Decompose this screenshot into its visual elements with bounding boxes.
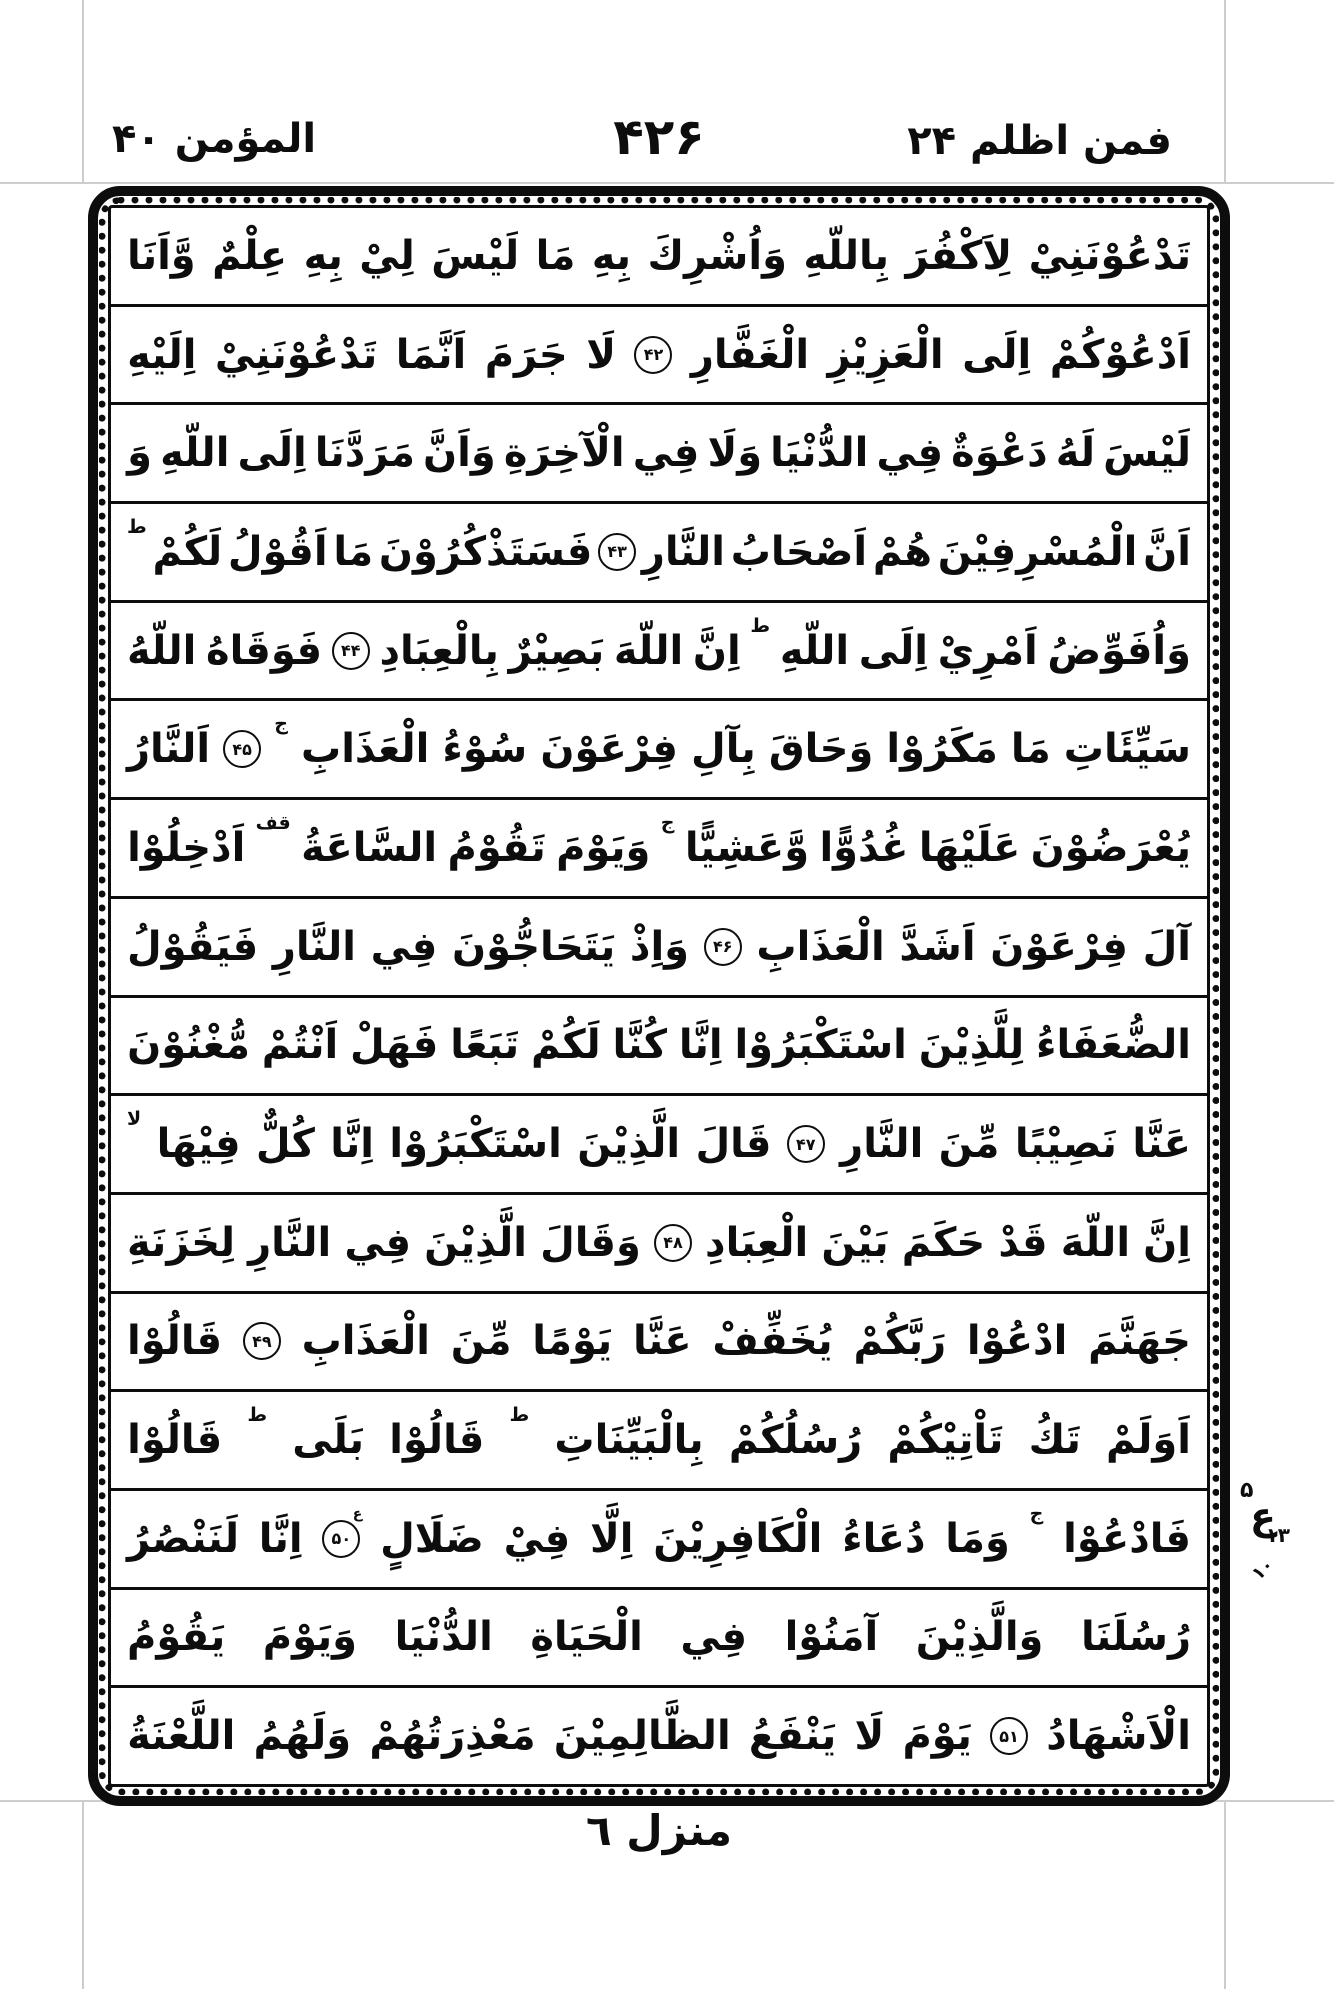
- ayah-word: اَلنَّارُ: [127, 726, 211, 773]
- ayah-word: سَيِّئَاتِ: [1063, 726, 1191, 773]
- verse-marker-۴۲: ۴۲: [634, 336, 672, 374]
- ayah-word: اِنَّا: [678, 1022, 723, 1069]
- ayah-word: مَعْذِرَتُهُمْ: [369, 1713, 536, 1760]
- waqf-mark: قف: [255, 812, 291, 835]
- ayah-word: تَدْعُوْنَنِيْ: [1028, 232, 1191, 279]
- ayah-word: بِالْبَيِّنَاتِ: [554, 1417, 704, 1464]
- ayah-word: اسْتَكْبَرُوْا: [734, 1022, 907, 1069]
- ayah-word: الظَّالِمِيْنَ: [553, 1713, 731, 1760]
- ayah-word: اللّهَ: [613, 627, 684, 674]
- ayah-word: جَهَنَّمَ: [1088, 1318, 1191, 1365]
- ayah-word: مَرَدَّنَا: [314, 430, 415, 477]
- waqf-mark: ط: [127, 516, 147, 539]
- ayah-word: دَعْوَةٌ: [951, 430, 1048, 477]
- ayah-word: الدُّنْيَا: [770, 430, 869, 477]
- ayah-word: عَنَّا: [1132, 1121, 1191, 1168]
- ayah-word: تَبَعًا: [450, 1022, 520, 1069]
- ayah-word: الضُّعَفَاءُ: [1036, 1022, 1191, 1069]
- ayah-word: يَوْمَ: [902, 1713, 972, 1760]
- juz-title: فمن اظلم ۲۴: [907, 118, 1172, 164]
- ayah-word: مِّنَ: [450, 1318, 512, 1365]
- ayah-word: آمَنُوْا: [784, 1614, 879, 1661]
- ayah-word: دُعَاءُ: [842, 1515, 926, 1562]
- waqf-mark: ط: [750, 614, 771, 637]
- ayah-word: كُنَّا: [612, 1022, 668, 1069]
- ruku-number: ۵: [1240, 1478, 1254, 1503]
- page-number: ۴۲۶: [613, 108, 705, 166]
- ayah-word: الْعَذَابِ: [301, 726, 430, 773]
- ayah-line-3: [111, 402, 1207, 501]
- ayah-word: وَيَوْمَ: [556, 824, 651, 871]
- ayah-word: بِالْعِبَادِ: [379, 627, 499, 674]
- ayah-line-8: [111, 896, 1207, 995]
- ruku-below-number: ۱۰: [1247, 1554, 1279, 1585]
- ayah-word: تَدْعُوْنَنِيْ: [214, 331, 378, 378]
- ayah-word: اسْتَكْبَرُوْا: [389, 1121, 562, 1168]
- ayah-word: اللَّعْنَةُ: [127, 1713, 236, 1760]
- ayah-word: آلَ: [1142, 923, 1191, 970]
- ayah-line-13: [111, 1389, 1207, 1488]
- ayah-word: عَلَيْهَا: [918, 824, 1021, 871]
- ayah-word: قَالُوْا: [389, 1417, 485, 1464]
- ayah-word: اَوَلَمْ: [1106, 1417, 1191, 1464]
- ayah-word: سُوْءُ: [442, 726, 528, 773]
- ayah-word: اِلَى: [858, 627, 928, 674]
- ayah-word: مَا: [1010, 726, 1051, 773]
- verse-marker-۴۳: ۴۳: [598, 533, 636, 571]
- ayah-line-16: [111, 1685, 1207, 1784]
- margin-line-top-left: [82, 0, 84, 182]
- ayah-word: وَحَاقَ: [768, 726, 874, 773]
- ayah-word: الْاَشْهَادُ: [1046, 1713, 1191, 1760]
- verse-marker-۴۴: ۴۴: [332, 632, 370, 670]
- ayah-word: وَاُشْرِكَ: [647, 232, 787, 279]
- ayah-word: اِلَى: [962, 331, 1032, 378]
- ayah-word: فِيْهَا: [156, 1121, 241, 1168]
- verse-marker-۴۶: ۴۶: [704, 928, 742, 966]
- ayah-word: الْعِبَادِ: [705, 1219, 809, 1266]
- ayah-word: اَقُوْلُ: [227, 528, 328, 575]
- ayah-word: مِّنَ: [938, 1121, 1000, 1168]
- ayah-word: بَصِيْرٌ: [508, 627, 605, 674]
- ayah-word: فِي: [344, 1219, 412, 1266]
- ayah-word: بِاللّهِ: [803, 232, 890, 279]
- ayah-word: الدُّنْيَا: [394, 1614, 493, 1661]
- manzil-footer: منزل ٦: [586, 1806, 732, 1855]
- ayah-word: لَا: [854, 1713, 885, 1760]
- ayah-word: اِنَّ: [1143, 1219, 1191, 1266]
- ayah-word: قَالُوْا: [127, 1318, 223, 1365]
- ayah-word: ضَلَالٍ: [380, 1515, 484, 1562]
- ayah-word: فَهَلْ: [350, 1022, 439, 1069]
- ayah-word: لَيْسَ: [431, 232, 520, 279]
- ayah-word: مَا: [333, 528, 374, 575]
- ayah-line-1: [111, 208, 1207, 304]
- waqf-mark: لا: [127, 1108, 142, 1131]
- ayah-line-7: [111, 797, 1207, 896]
- ayah-word: فِي: [680, 1614, 748, 1661]
- ayah-word: اَشَدَّ: [899, 923, 976, 970]
- ayah-word: الْمُسْرِفِيْنَ: [937, 528, 1138, 575]
- ayah-word: عِلْمٌ: [212, 232, 288, 279]
- ayah-word: اِلَى: [237, 430, 307, 477]
- ain-icon: ع: [1250, 1494, 1276, 1538]
- ayah-word: الْعَذَابِ: [301, 1318, 430, 1365]
- ayah-word: الْعَذَابِ: [756, 923, 885, 970]
- ayah-word: مُّغْنُوْنَ: [127, 1022, 250, 1069]
- ayah-word: وَالَّذِيْنَ: [915, 1614, 1044, 1661]
- ayah-word: بِهِ: [591, 232, 632, 279]
- ayah-word: الْآخِرَةِ: [503, 430, 625, 477]
- ayah-word: ادْعُوْا: [966, 1318, 1068, 1365]
- ayah-line-14: [111, 1488, 1207, 1587]
- ayah-line-4: [111, 501, 1207, 600]
- header-rule-line: [0, 182, 1334, 184]
- ayah-word: يَوْمًا: [532, 1318, 613, 1365]
- ayah-word: اَدْعُوْكُمْ: [1049, 331, 1191, 378]
- ayah-word: يُخَفِّفْ: [712, 1318, 833, 1365]
- ayah-word: وَلَهُمُ: [253, 1713, 352, 1760]
- verse-marker-۵۱: ۵۱: [990, 1717, 1028, 1755]
- ayah-word: رُسُلُكُمْ: [728, 1417, 863, 1464]
- ayah-word: اَنَّ: [1143, 528, 1191, 575]
- ayah-word: وَيَوْمَ: [262, 1614, 358, 1661]
- ayah-word: وَقَالَ: [540, 1219, 641, 1266]
- ayah-word: اَصْحَابُ: [730, 528, 868, 575]
- ayah-word: وَّعَشِيًّا: [684, 824, 810, 871]
- ayah-word: وَاَنَّ: [423, 430, 496, 477]
- ayah-word: فِي: [370, 923, 438, 970]
- ayah-word: نَصِيْبًا: [1014, 1121, 1117, 1168]
- ayah-word: اَمْرِيْ: [937, 627, 1038, 674]
- ayah-word: يُعْرَضُوْنَ: [1030, 824, 1191, 871]
- ayah-word: تَكُ: [1028, 1417, 1081, 1464]
- quran-frame: [88, 186, 1230, 1806]
- ayah-word: اللّهَ: [1060, 1219, 1131, 1266]
- ayah-word: يَنْفَعُ: [748, 1713, 837, 1760]
- ayah-word: اللّهُ: [127, 627, 197, 674]
- ayah-word: غُدُوًّا: [819, 824, 909, 871]
- ayah-word: لَا: [586, 331, 616, 378]
- ayah-word: بِآلِ: [691, 726, 756, 773]
- ayah-word: مَكَرُوْا: [886, 726, 998, 773]
- ayah-line-12: [111, 1291, 1207, 1390]
- ayah-word: بِهِ: [303, 232, 343, 279]
- ayah-word: اللّهِ: [160, 430, 230, 477]
- ayah-word: النَّارِ: [641, 528, 725, 575]
- ayah-word: يَقُوْمُ: [127, 1614, 226, 1661]
- ayah-word: يَتَحَاجُّوْنَ: [451, 923, 616, 970]
- ayah-word: وَ: [127, 430, 153, 477]
- waqf-mark: ج: [274, 713, 288, 736]
- verse-marker-۴۷: ۴۷: [787, 1125, 825, 1163]
- ayah-word: السَّاعَةُ: [301, 824, 438, 871]
- ayah-word: لَكُمْ: [152, 528, 223, 575]
- ayah-word: وَّاَنَا: [127, 232, 196, 279]
- ayah-word: تَقُوْمُ: [447, 824, 546, 871]
- surah-title: المؤمن ۴۰: [112, 116, 317, 162]
- ayah-word: فَوَقَاهُ: [206, 627, 323, 674]
- ayah-word: عَنَّا: [632, 1318, 692, 1365]
- ayah-word: مَا: [535, 232, 576, 279]
- ayah-line-15: [111, 1587, 1207, 1686]
- ayah-word: لَنَنْصُرُ: [127, 1515, 240, 1562]
- ayah-word: حَكَمَ: [901, 1219, 986, 1266]
- ayah-word: لِخَزَنَةِ: [127, 1219, 236, 1266]
- ayah-line-10: [111, 1093, 1207, 1192]
- waqf-mark: ط: [509, 1404, 530, 1427]
- ayah-word: لِاَكْفُرَ: [905, 232, 1013, 279]
- verse-marker-۵۰: ۵۰ ع: [322, 1520, 360, 1558]
- ayah-word: لَكُمْ: [530, 1022, 601, 1069]
- ayah-word: كُلٌّ: [255, 1121, 315, 1168]
- ayah-word: جَرَمَ: [484, 331, 568, 378]
- waqf-mark: ط: [247, 1404, 268, 1427]
- ayah-word: تَاْتِيْكُمْ: [887, 1417, 1004, 1464]
- ayah-word: لَيْسَ: [1103, 430, 1191, 477]
- ayah-line-11: [111, 1192, 1207, 1291]
- ayah-word: الْحَيَاةِ: [530, 1614, 643, 1661]
- verse-marker-۴۵: ۴۵: [223, 730, 261, 768]
- ayah-word: اِنَّا: [330, 1121, 375, 1168]
- ayah-word: اِنَّ: [692, 627, 741, 674]
- ayah-word: فَادْعُوْا: [1063, 1515, 1191, 1562]
- ayah-word: الَّذِيْنَ: [577, 1121, 681, 1168]
- ayah-word: فِيْ: [503, 1515, 571, 1562]
- ayah-word: لَهُ: [1055, 430, 1096, 477]
- verse-marker-۴۹: ۴۹: [243, 1322, 281, 1360]
- ayah-word: النَّارِ: [272, 923, 356, 970]
- ayah-word: فَيَقُوْلُ: [127, 923, 259, 970]
- ayah-word: بَيْنَ: [821, 1219, 889, 1266]
- ayah-line-9: [111, 995, 1207, 1094]
- ayah-word: فِي: [876, 430, 944, 477]
- ayah-word: قَالُوْا: [127, 1417, 223, 1464]
- ayah-line-6: [111, 698, 1207, 797]
- ayah-word: وَاُفَوِّضُ: [1047, 627, 1191, 674]
- ayah-word: اَدْخِلُوْا: [127, 824, 246, 871]
- ayah-word: فِرْعَوْنَ: [540, 726, 678, 773]
- ayah-line-5: [111, 600, 1207, 699]
- ruku-end-icon: ع: [352, 1505, 363, 1522]
- verse-marker-۴۸: ۴۸: [654, 1224, 692, 1262]
- ayah-word: الَّذِيْنَ: [424, 1219, 527, 1266]
- ayah-word: اِلَّا: [590, 1515, 634, 1562]
- ayah-word: الْعَزِيْزِ: [827, 331, 944, 378]
- ayah-word: اِلَيْهِ: [127, 331, 197, 378]
- ayah-word: النَّارِ: [840, 1121, 924, 1168]
- ayah-word: النَّارِ: [248, 1219, 332, 1266]
- ayah-word: رُسُلَنَا: [1080, 1614, 1191, 1661]
- ayah-word: اللّهِ: [779, 627, 850, 674]
- margin-line-bottom-left: [82, 1802, 84, 1989]
- ayah-word: هُمْ: [872, 528, 932, 575]
- ayah-lines-container: [108, 205, 1210, 1787]
- ruku-marker: [1236, 1478, 1290, 1585]
- ayah-word: الْكَافِرِيْنَ: [653, 1515, 823, 1562]
- ayah-word: فِرْعَوْنَ: [990, 923, 1128, 970]
- waqf-mark: ج: [660, 812, 675, 835]
- ayah-line-2: [111, 304, 1207, 403]
- ayah-word: اَنَّمَا: [395, 331, 467, 378]
- waqf-mark: ج: [1029, 1502, 1044, 1525]
- ayah-word: قَدْ: [998, 1219, 1048, 1266]
- ayah-word: الْغَفَّارِ: [690, 331, 810, 378]
- ayah-word: فَسَتَذْكُرُوْنَ: [378, 528, 593, 575]
- ayah-word: اَنْتُمْ: [261, 1022, 339, 1069]
- ayah-word: وَاِذْ: [629, 923, 690, 970]
- ayah-word: لِلَّذِيْنَ: [918, 1022, 1025, 1069]
- ayah-word: قَالَ: [695, 1121, 772, 1168]
- ayah-word: اِنَّا: [258, 1515, 303, 1562]
- ayah-word: بَلَى: [292, 1417, 365, 1464]
- ayah-word: رَبَّكُمْ: [853, 1318, 947, 1365]
- ayah-word: فِي: [632, 430, 700, 477]
- ruku-lower-number: ۱۳: [1265, 1523, 1290, 1547]
- ayah-word: لِيْ: [359, 232, 415, 279]
- ayah-word: وَلَا: [707, 430, 763, 477]
- ayah-word: وَمَا: [945, 1515, 1010, 1562]
